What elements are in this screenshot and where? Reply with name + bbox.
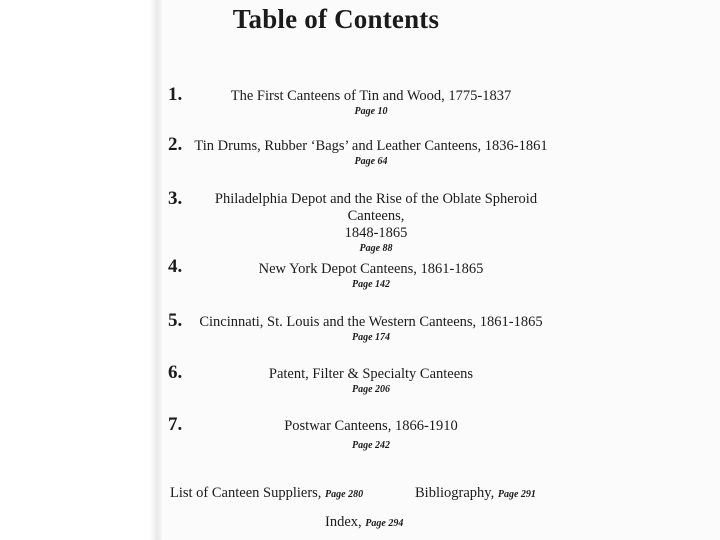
chapter-page: Page 174 xyxy=(351,332,391,343)
chapter-title: The First Canteens of Tin and Wood, 1775-1837 xyxy=(230,88,512,104)
toc-entry-chapter-5 xyxy=(186,314,556,344)
chapter-number: 7. xyxy=(168,414,183,435)
toc-entry-chapter-3 xyxy=(186,191,566,255)
chapter-number: 2. xyxy=(168,134,183,155)
chapter-number: 5. xyxy=(168,310,183,331)
chapter-title: Postwar Canteens, 1866-1910 xyxy=(284,418,458,434)
chapter-number: 1. xyxy=(168,84,183,105)
entry-label: Bibliography, xyxy=(415,485,495,501)
chapter-title-line-1: Philadelphia Depot and the Rise of the Oblate Spheroid Canteens, xyxy=(214,191,538,224)
entry-label: Index, xyxy=(325,514,362,530)
chapter-number: 3. xyxy=(168,188,183,209)
toc-entry-index xyxy=(325,514,403,531)
toc-entry-chapter-6 xyxy=(186,366,556,396)
chapter-title: Cincinnati, St. Louis and the Western Canteens, 1861-1865 xyxy=(199,314,543,330)
entry-label: List of Canteen Suppliers, xyxy=(170,485,322,501)
entry-page: Page 280 xyxy=(325,489,364,500)
chapter-page: Page 242 xyxy=(351,440,391,451)
chapter-page: Page 206 xyxy=(351,384,391,395)
chapter-number: 4. xyxy=(168,256,183,277)
page-title: Table of Contents xyxy=(232,4,440,34)
chapter-title-line-2: 1848-1865 xyxy=(344,225,408,241)
entry-page: Page 294 xyxy=(365,518,404,529)
entry-page: Page 291 xyxy=(497,489,536,500)
toc-entry-bibliography xyxy=(415,485,536,502)
chapter-page: Page 142 xyxy=(351,279,391,290)
toc-entry-chapter-7 xyxy=(186,418,556,452)
toc-entry-chapter-1 xyxy=(186,88,556,118)
page-edge-shadow xyxy=(150,0,162,540)
toc-entry-chapter-2 xyxy=(186,138,556,168)
toc-entry-chapter-4 xyxy=(186,261,556,291)
chapter-page: Page 88 xyxy=(359,243,393,254)
chapter-title: New York Depot Canteens, 1861-1865 xyxy=(258,261,484,277)
chapter-title: Patent, Filter & Specialty Canteens xyxy=(268,366,474,382)
chapter-page: Page 10 xyxy=(354,106,388,117)
chapter-page: Page 64 xyxy=(354,156,388,167)
toc-entry-suppliers xyxy=(170,485,363,502)
chapter-number: 6. xyxy=(168,362,183,383)
chapter-title: Tin Drums, Rubber ‘Bags’ and Leather Canteens, 1836-1861 xyxy=(194,138,548,154)
